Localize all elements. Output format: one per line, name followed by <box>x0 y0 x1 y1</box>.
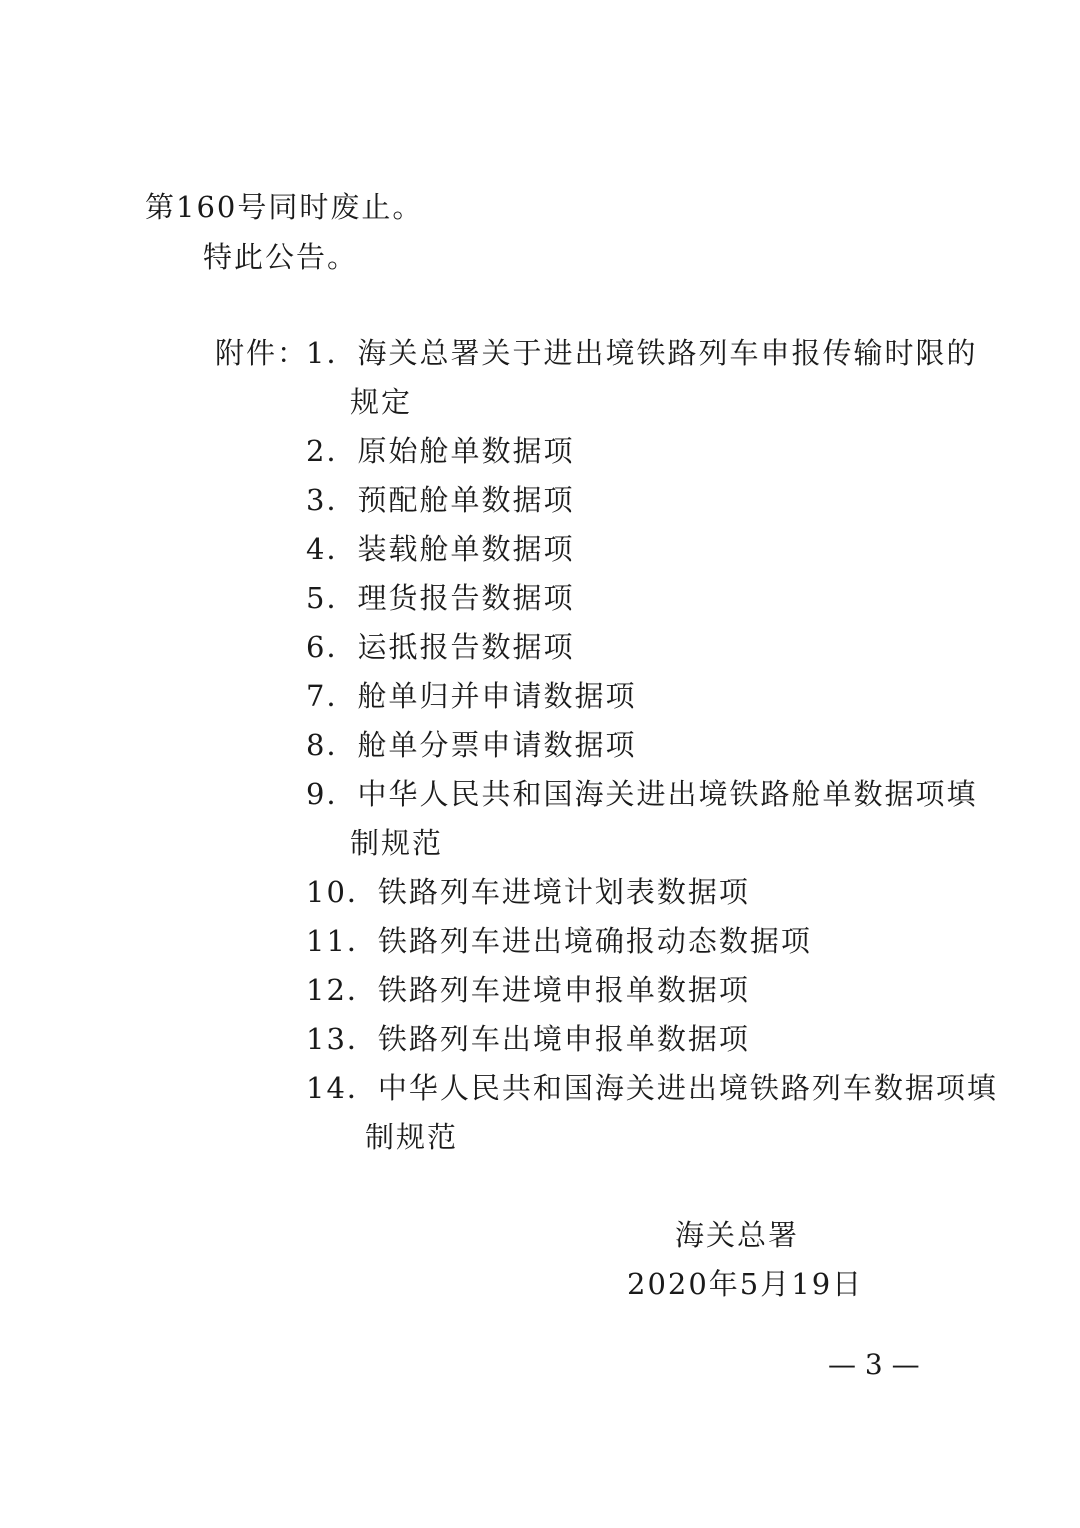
attachment-title: 舱单归并申请数据项 <box>357 679 637 713</box>
attachment-item-11 <box>306 924 812 958</box>
attachment-item-5 <box>306 581 574 615</box>
body-line-2: 特此公告。 <box>203 240 359 274</box>
attachment-item-12 <box>306 973 750 1007</box>
attachment-title-continued: 制规范 <box>350 826 444 860</box>
attachment-title: 原始舱单数据项 <box>357 434 575 468</box>
attachment-title: 中华人民共和国海关进出境铁路舱单数据项填 <box>357 777 978 811</box>
attachment-number: 11． <box>306 924 378 958</box>
attachment-title: 海关总署关于进出境铁路列车申报传输时限的 <box>357 336 978 370</box>
page-number: — 3 — <box>828 1348 920 1381</box>
attachment-title: 中华人民共和国海关进出境铁路列车数据项填 <box>377 1071 998 1105</box>
attachment-title-continued: 制规范 <box>365 1120 459 1154</box>
attachment-item-4 <box>306 532 574 566</box>
attachment-title: 铁路列车进境计划表数据项 <box>377 875 750 909</box>
attachment-item-6 <box>306 630 574 664</box>
body-line-1: 第160号同时废止。 <box>145 190 424 224</box>
attachment-number: 7． <box>306 679 358 713</box>
attachment-title: 铁路列车出境申报单数据项 <box>377 1022 750 1056</box>
attachment-number: 8． <box>306 728 358 762</box>
attachment-number: 6． <box>306 630 358 664</box>
attachment-number: 13． <box>306 1022 378 1056</box>
attachment-item-14 <box>306 1071 998 1105</box>
attachment-number: 9． <box>306 777 358 811</box>
attachment-number: 14． <box>306 1071 378 1105</box>
attachment-number: 1． <box>306 336 358 370</box>
attachment-number: 3． <box>306 483 358 517</box>
attachment-title: 铁路列车进境申报单数据项 <box>377 973 750 1007</box>
attachment-title-continued: 规定 <box>350 385 413 419</box>
attachment-title: 装载舱单数据项 <box>357 532 575 566</box>
attachment-item-9 <box>306 777 977 811</box>
issue-date: 2020年5月19日 <box>627 1267 864 1301</box>
attachment-item-7 <box>306 679 636 713</box>
attachment-number: 12． <box>306 973 378 1007</box>
attachment-number: 5． <box>306 581 358 615</box>
attachment-item-2 <box>306 434 574 468</box>
issuing-organization: 海关总署 <box>675 1218 800 1252</box>
attachment-item-1 <box>306 336 977 370</box>
attachment-number: 4． <box>306 532 358 566</box>
attachment-number: 2． <box>306 434 358 468</box>
attachment-item-13 <box>306 1022 750 1056</box>
attachment-title: 理货报告数据项 <box>357 581 575 615</box>
attachment-title: 舱单分票申请数据项 <box>357 728 637 762</box>
attachment-item-3 <box>306 483 574 517</box>
attachment-title: 预配舱单数据项 <box>357 483 575 517</box>
attachments-label: 附件： <box>215 336 309 370</box>
attachment-item-8 <box>306 728 636 762</box>
attachment-number: 10． <box>306 875 378 909</box>
attachment-item-10 <box>306 875 750 909</box>
attachment-title: 运抵报告数据项 <box>357 630 575 664</box>
attachment-title: 铁路列车进出境确报动态数据项 <box>377 924 812 958</box>
